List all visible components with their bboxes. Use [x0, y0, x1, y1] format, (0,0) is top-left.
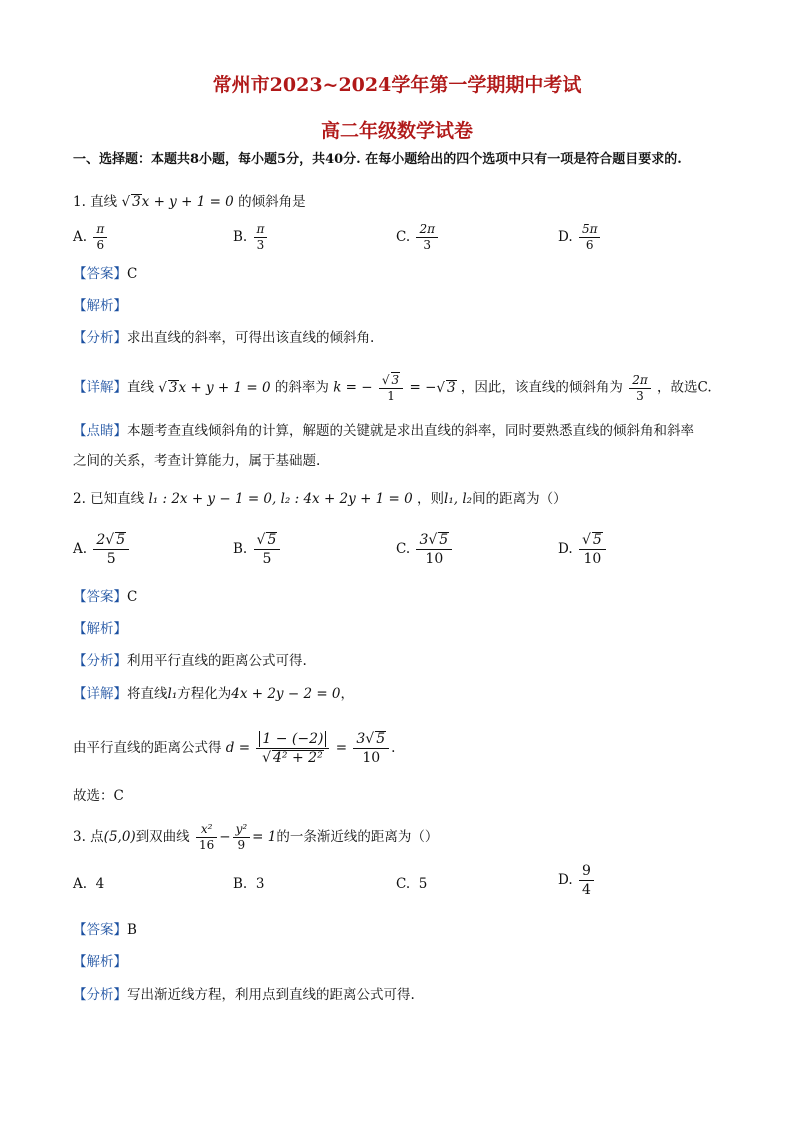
q3-option-c: C. 5 — [396, 876, 428, 892]
q1-jiexi: 【解析】 — [73, 298, 127, 314]
q1-fenxi: 【分析】求出直线的斜率，可得出该直线的倾斜角. — [73, 330, 375, 346]
q1-equation: √ 3x + y + 1 = 0 — [121, 194, 234, 210]
q1-suffix: 的倾斜角是 — [238, 194, 306, 210]
q1-prefix: 1. 直线 — [73, 194, 118, 210]
q3-fenxi: 【分析】写出渐近线方程，利用点到直线的距离公式可得. — [73, 987, 415, 1003]
q1-option-c: C. $\frac{2\pi}{3}$ — [396, 222, 440, 253]
q1-option-b: B. $\frac{\pi}{3}$ — [233, 222, 269, 253]
q2-option-d: D. $\frac{√ 5}{10}$ — [558, 531, 608, 568]
q1-dianjing: 【点睛】本题考查直线倾斜角的计算，解题的关键就是求出直线的斜率，同时要熟悉直线的倾斜角和斜率 — [73, 423, 694, 439]
question-1 — [73, 192, 306, 212]
q3-option-d: D. $\frac{9}{4}$ — [558, 862, 596, 899]
q2-option-a: A. $\frac{2√ 5}{5}$ — [73, 531, 131, 568]
q2-jiexi: 【解析】 — [73, 621, 127, 637]
q2-option-b: B. $\frac{√ 5}{5}$ — [233, 531, 282, 568]
q1-xiangjie: 【详解】直线 √ 3x + y + 1 = 0 的斜率为 k = − $\frac{√ 3}{1}$ = −√ 3 ，因此，该直线的倾斜角为 $\frac{2\pi}{3}$ ，故选C. — [73, 372, 712, 403]
q3-answer: 【答案】B — [73, 922, 137, 938]
q3-jiexi: 【解析】 — [73, 954, 127, 970]
question-2: 2. 已知直线 l₁ : 2x + y − 1 = 0, l₂ : 4x + 2y + 1 = 0 ，则l₁, l₂间的距离为（） — [73, 491, 567, 507]
q3-option-a: A. 4 — [73, 876, 105, 892]
q1-option-d: D. $\frac{5\pi}{6}$ — [558, 222, 602, 253]
q2-answer: 【答案】C — [73, 589, 138, 605]
question-3: 3. 点(5,0)到双曲线 $\frac{\text{x²}}{16}$ − $\frac{\text{y²}}{9}$ = 1的一条渐近线的距离为（） — [73, 822, 439, 852]
q1-dianjing-cont: 之间的关系，考查计算能力，属于基础题. — [73, 453, 321, 469]
exam-title: 常州市2023~2024学年第一学期期中考试 — [212, 74, 582, 96]
q2-conclusion: 故选：C — [73, 788, 124, 804]
q1-answer: 【答案】C — [73, 266, 138, 282]
q2-xiangjie: 【详解】将直线l₁方程化为4x + 2y − 2 = 0， — [73, 686, 355, 702]
q2-formula: 由平行直线的距离公式得 d = $\frac{1 - (-2)}{\text{√ 4² + 2²}}$ = $\frac{3√ 5}{10}$ . — [73, 731, 396, 766]
exam-subtitle: 高二年级数学试卷 — [320, 120, 473, 142]
q2-option-c: C. $\frac{3√ 5}{10}$ — [396, 531, 454, 568]
q1-option-a: A. $\frac{\pi}{6}$ — [73, 222, 109, 253]
q2-fenxi: 【分析】利用平行直线的距离公式可得. — [73, 653, 307, 669]
section-heading: 一、选择题：本题共8小题，每小题5分，共40分. 在每小题给出的四个选项中只有一项是符合题目要求的. — [73, 152, 682, 167]
q3-option-b: B. 3 — [233, 876, 265, 892]
